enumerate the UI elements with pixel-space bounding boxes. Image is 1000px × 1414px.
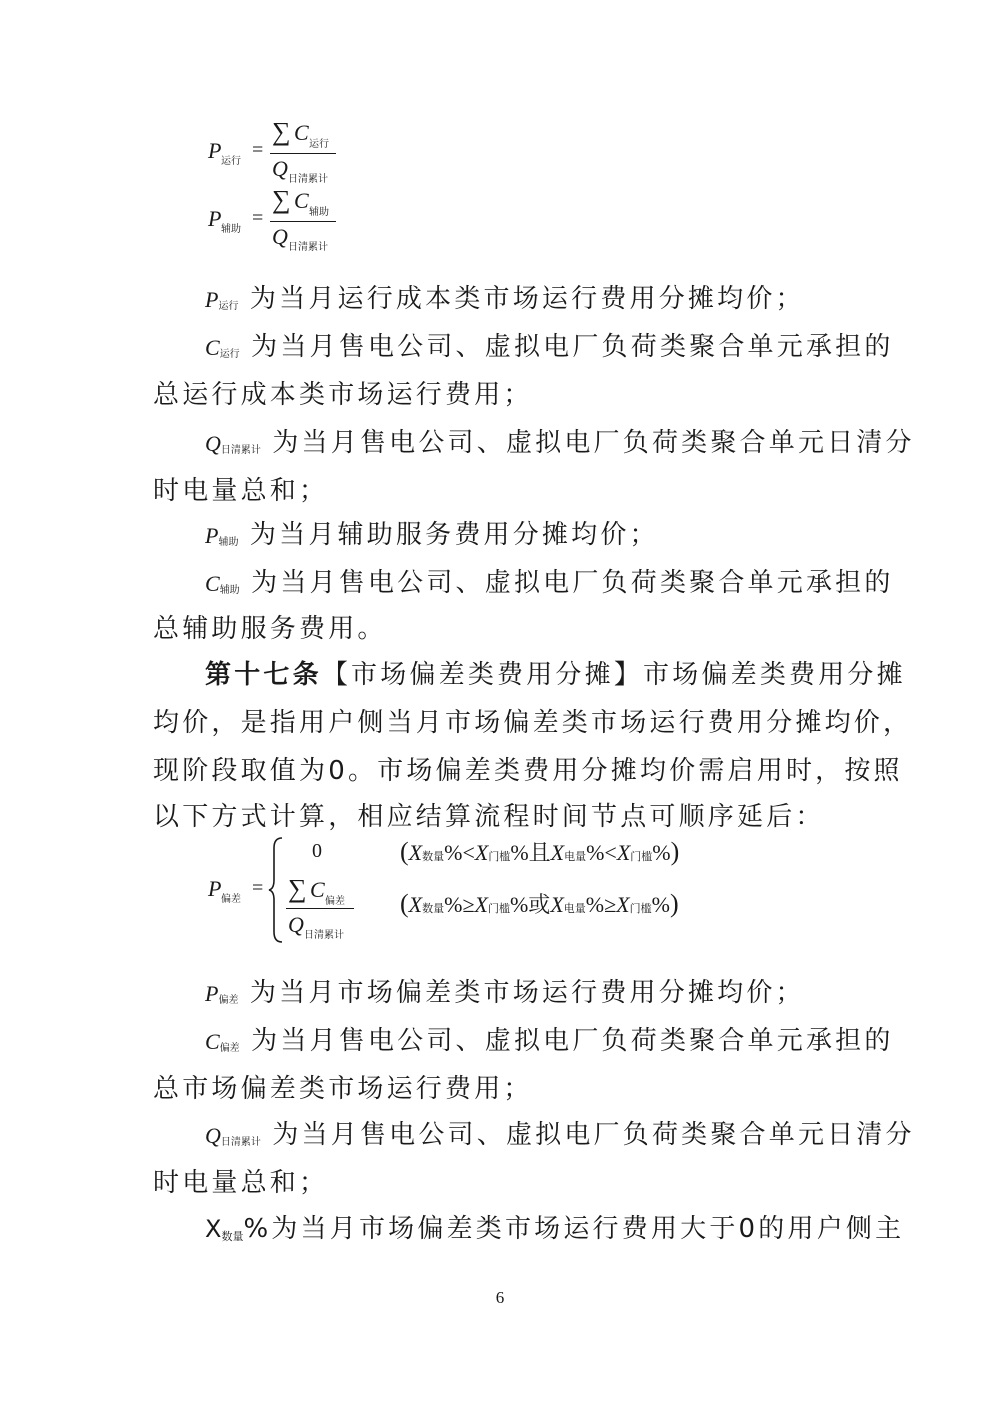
- definition-line: C运行 为当月售电公司、虚拟电厂负荷类聚合单元承担的: [205, 332, 894, 362]
- definition-line: 时电量总和；: [153, 476, 329, 506]
- sum-symbol: ∑: [272, 185, 291, 214]
- denominator-var: Q: [272, 224, 288, 249]
- definition-line: X数量%为当月市场偏差类市场运行费用大于0的用户侧主: [205, 1214, 905, 1244]
- equals-sign: =: [252, 877, 264, 899]
- formula-lhs: P: [208, 138, 222, 163]
- formula-p-piancha: [208, 836, 768, 948]
- definition-line: 总辅助服务费用。: [153, 614, 387, 644]
- definition-line: P运行 为当月运行成本类市场运行费用分摊均价；: [205, 284, 805, 314]
- article-17-line-4: 以下方式计算，相应结算流程时间节点可顺序延后：: [153, 802, 825, 832]
- case1-condition: (X数量%<X门槛%且X电量%<X门槛%): [400, 837, 680, 866]
- numerator-sub: 辅助: [309, 207, 329, 218]
- equals-sign: =: [252, 207, 264, 229]
- definition-line: Q日清累计 为当月售电公司、虚拟电厂负荷类聚合单元日清分: [205, 1120, 915, 1150]
- definition-line: 总市场偏差类市场运行费用；: [153, 1074, 533, 1104]
- formula-p-yunxing: [208, 117, 348, 185]
- formula-lhs-sub: 偏差: [221, 894, 241, 905]
- numerator-sub: 运行: [309, 139, 329, 150]
- article-17-line-3: 现阶段取值为0。市场偏差类费用分摊均价需启用时，按照: [153, 756, 903, 786]
- left-brace-icon: [268, 836, 284, 944]
- denominator-sub: 日清累计: [288, 242, 328, 253]
- formula-lhs-sub: 辅助: [221, 224, 241, 235]
- sum-symbol: ∑: [288, 874, 307, 903]
- formula-lhs: P: [208, 876, 222, 901]
- fraction-bar: [270, 221, 336, 222]
- definition-line: 总运行成本类市场运行费用；: [153, 380, 533, 410]
- numerator-var: C: [294, 120, 309, 145]
- denominator-sub: 日清累计: [304, 930, 344, 941]
- formula-lhs-sub: 运行: [221, 156, 241, 167]
- numerator-sub: 偏差: [325, 896, 345, 907]
- formula-lhs: P: [208, 206, 222, 231]
- numerator-var: C: [294, 188, 309, 213]
- definition-line: C辅助 为当月售电公司、虚拟电厂负荷类聚合单元承担的: [205, 568, 894, 598]
- case2-condition: (X数量%≥X门槛%或X电量%≥X门槛%): [400, 889, 679, 918]
- page-number: 6: [495, 1288, 505, 1307]
- definition-line: 时电量总和；: [153, 1168, 329, 1198]
- definition-line: C偏差 为当月售电公司、虚拟电厂负荷类聚合单元承担的: [205, 1026, 894, 1056]
- denominator-var: Q: [272, 156, 288, 181]
- numerator-var: C: [310, 877, 325, 902]
- fraction-bar: [286, 908, 354, 909]
- article-heading: 第十七条: [205, 660, 322, 690]
- equals-sign: =: [252, 139, 264, 161]
- article-17-line-2: 均价，是指用户侧当月市场偏差类市场运行费用分摊均价，: [153, 708, 913, 738]
- case1-value: 0: [312, 840, 322, 862]
- fraction-bar: [270, 153, 336, 154]
- article-title: 【市场偏差类费用分摊】: [321, 660, 644, 690]
- formula-p-fuzhu: [208, 185, 348, 253]
- definition-line: P偏差 为当月市场偏差类市场运行费用分摊均价；: [205, 978, 805, 1008]
- denominator-var: Q: [288, 912, 304, 937]
- denominator-sub: 日清累计: [288, 174, 328, 185]
- definition-line: Q日清累计 为当月售电公司、虚拟电厂负荷类聚合单元日清分: [205, 428, 915, 458]
- article-17-line-1: 第十七条【市场偏差类费用分摊】市场偏差类费用分摊: [205, 660, 906, 690]
- definition-line: P辅助 为当月辅助服务费用分摊均价；: [205, 520, 659, 550]
- sum-symbol: ∑: [272, 117, 291, 146]
